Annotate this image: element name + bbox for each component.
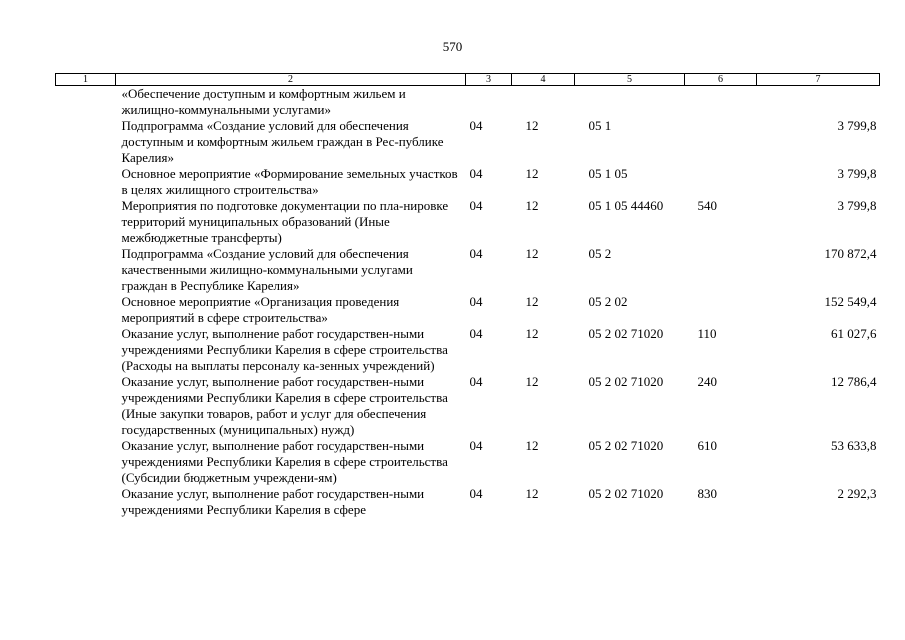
header-col-6: 6: [685, 74, 757, 86]
expense-type-code: 540: [697, 198, 717, 213]
header-col-1: 1: [56, 74, 116, 86]
table-row: [56, 486, 880, 518]
expense-type-code: 240: [697, 374, 717, 389]
target-article-code: 05 2 02 71020: [588, 326, 664, 341]
expense-type-code: 830: [697, 486, 717, 501]
expense-type-code: [685, 246, 757, 294]
expense-type-code: [685, 166, 757, 198]
section-code: 04: [469, 326, 483, 341]
header-row: [56, 74, 880, 86]
section-code: 04: [469, 294, 483, 309]
amount: 3 799,8: [837, 198, 877, 213]
target-article-code: 05 2 02 71020: [588, 438, 664, 453]
amount: 3 799,8: [837, 166, 877, 181]
amount: [757, 86, 880, 119]
section-code: 04: [469, 438, 483, 453]
amount: 170 872,4: [824, 246, 877, 261]
target-article-code: 05 2 02 71020: [588, 486, 664, 501]
subsection-code: 12: [525, 246, 539, 261]
amount: 152 549,4: [824, 294, 877, 309]
table-body: [56, 86, 880, 519]
subsection-code: 12: [525, 118, 539, 133]
section-code: 04: [469, 118, 483, 133]
target-article-code: 05 1 05 44460: [588, 198, 664, 213]
item-name: Подпрограмма «Создание условий для обеспечения доступным и комфортным жильем граждан в Рес-публике Карелия»: [121, 118, 444, 165]
subsection-code: 12: [525, 166, 539, 181]
item-name: Мероприятия по подготовке документации по пла-нировке территорий муниципальных образований (Иные межбюджетные трансферты): [121, 198, 449, 245]
subsection-code: 12: [525, 198, 539, 213]
subsection-code: 12: [525, 326, 539, 341]
subsection-code: 12: [525, 294, 539, 309]
target-article-code: 05 1 05: [588, 166, 628, 181]
amount: 53 633,8: [831, 438, 877, 453]
amount: 2 292,3: [837, 486, 877, 501]
subsection-code: 12: [525, 438, 539, 453]
expense-type-code: 110: [697, 326, 717, 341]
table-row: [56, 246, 880, 294]
target-article-code: 05 2 02 71020: [588, 374, 664, 389]
item-name: Оказание услуг, выполнение работ государствен-ными учреждениями Республики Карелия в сфере строительства (Субсидии бюджетным учреждени-ям): [121, 438, 448, 485]
target-article-code: 05 2 02: [588, 294, 628, 309]
subsection-code: 12: [525, 374, 539, 389]
section-code: 04: [469, 374, 483, 389]
item-name: Основное мероприятие «Формирование земельных участков в целях жилищного строительства»: [121, 166, 458, 197]
item-name: «Обеспечение доступным и комфортным жильем и жилищно-коммунальными услугами»: [121, 86, 406, 117]
item-name: Подпрограмма «Создание условий для обеспечения качественными жилищно-коммунальными услугами граждан в Республике Карелия»: [121, 246, 413, 293]
section-code: 04: [469, 246, 483, 261]
target-article-code: 05 1: [588, 118, 612, 133]
table-row: [56, 374, 880, 438]
item-name: Оказание услуг, выполнение работ государствен-ными учреждениями Республики Карелия в сфере строительства (Расходы на выплаты персоналу ка-зенных учреждений): [121, 326, 448, 373]
expense-type-code: [685, 294, 757, 326]
page-number: 570: [442, 39, 463, 54]
header-col-5: 5: [575, 74, 685, 86]
table-row: [56, 294, 880, 326]
section-code: 04: [469, 486, 483, 501]
section-code: 04: [469, 198, 483, 213]
header-col-3: 3: [466, 74, 512, 86]
header-col-2: 2: [116, 74, 466, 86]
section-code: 04: [469, 166, 483, 181]
item-name: Основное мероприятие «Организация проведения мероприятий в сфере строительства»: [121, 294, 400, 325]
header-col-7: 7: [757, 74, 880, 86]
target-article-code: [575, 86, 685, 119]
expense-type-code: [685, 118, 757, 166]
subsection-code: [512, 86, 575, 119]
amount: 61 027,6: [831, 326, 877, 341]
subsection-code: 12: [525, 486, 539, 501]
amount: 12 786,4: [831, 374, 877, 389]
table-row: [56, 166, 880, 198]
item-name: Оказание услуг, выполнение работ государствен-ными учреждениями Республики Карелия в сфере строительства (Иные закупки товаров, работ и услуг для обеспечения государственных (муниципальных) нужд): [121, 374, 448, 437]
amount: 3 799,8: [837, 118, 877, 133]
expense-type-code: [685, 86, 757, 119]
item-name: Оказание услуг, выполнение работ государствен-ными учреждениями Республики Карелия в сфере: [121, 486, 425, 517]
table-header: [56, 74, 880, 86]
table-row: [56, 86, 880, 119]
section-code: [466, 86, 512, 119]
target-article-code: 05 2: [588, 246, 612, 261]
table-row: [56, 198, 880, 246]
budget-table: [55, 73, 880, 518]
header-col-4: 4: [512, 74, 575, 86]
table-row: [56, 118, 880, 166]
expense-type-code: 610: [697, 438, 717, 453]
table-row: [56, 326, 880, 374]
table-row: [56, 438, 880, 486]
